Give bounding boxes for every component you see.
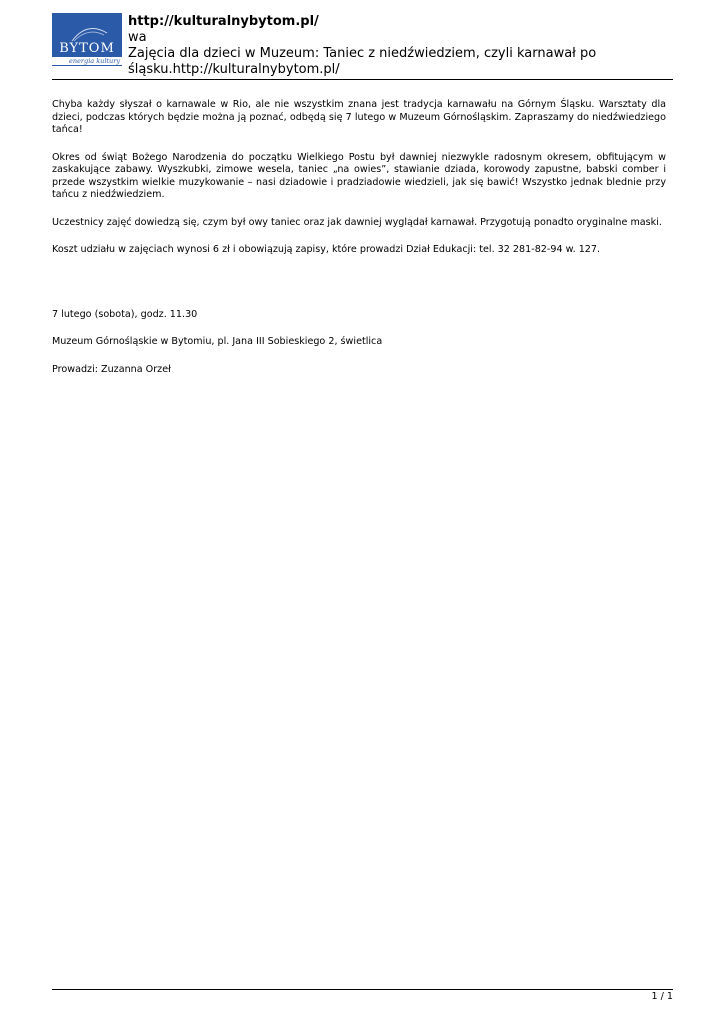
spacer: [52, 272, 666, 309]
paragraph: Chyba każdy słyszał o karnawale w Rio, ale nie wszystkim znana jest tradycja karnawału na Górnym Śląsku. Warsztaty dla dzieci, podczas których będzie można ją poznać, odbędą się 7 lutego w Muzeum Górnośląskim. Zapraszamy do niedźwiedziego tańca!: [52, 99, 666, 135]
header-text: [128, 13, 673, 78]
bytom-logo: [52, 13, 122, 66]
site-url[interactable]: http://kulturalnybytom.pl/: [128, 14, 319, 29]
footer-divider: [52, 989, 673, 990]
paragraph: Okres od świąt Bożego Narodzenia do początku Wielkiego Postu był dawniej niezwykle radosnym okresem, obfitującym w zaskakujące zabawy. Wyszkubki, zimowe wesela, taniec „na owies”, stawianie dziada, korowody zapustne, babski comber i przede wszystkim wielkie muzykowanie – nasi dziadowie i pradziadowie wiedzieli, jak się bawić! Wszystko jednak blednie przy tańcu z niedźwiedziem.: [52, 151, 666, 200]
paragraph: Koszt udziału w zajęciach wynosi 6 zł i obowiązują zapisy, które prowadzi Dział Edukacji: tel. 32 281-82-94 w. 127.: [52, 244, 601, 255]
article-title: Zajęcia dla dzieci w Muzeum: Taniec z niedźwiedziem, czyli karnawał po śląsku.http://kulturalnybytom.pl/: [128, 46, 597, 77]
event-date: 7 lutego (sobota), godz. 11.30: [52, 308, 198, 320]
event-host: Prowadzi: Zuzanna Orzeł: [52, 363, 171, 375]
article-author: wa: [128, 30, 147, 45]
event-place: Muzeum Górnośląskie w Bytomiu, pl. Jana III Sobieskiego 2, świetlica: [52, 336, 383, 347]
page-number: 1 / 1: [651, 991, 673, 1002]
page-header: [52, 13, 673, 79]
logo-text: BYTOM: [59, 41, 115, 56]
paragraph: Uczestnicy zajęć dowiedzą się, czym był owy taniec oraz jak dawniej wyglądał karnawał. Przygotują ponadto oryginalne maski.: [52, 216, 662, 228]
header-divider: [52, 79, 673, 80]
logo-subtitle: energia kultury: [52, 57, 122, 65]
article-body: [52, 99, 666, 391]
